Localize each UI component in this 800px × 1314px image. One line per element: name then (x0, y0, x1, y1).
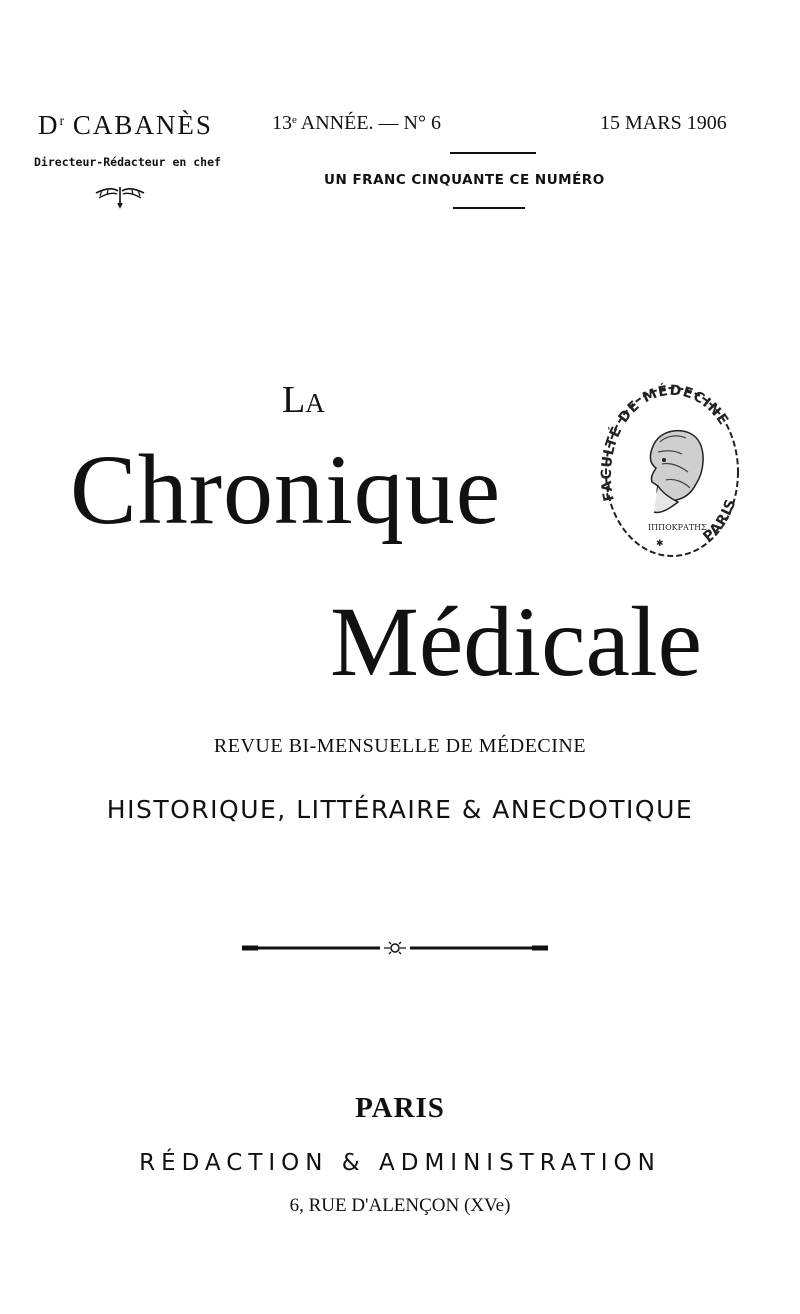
issue-year: 13 (272, 112, 292, 134)
svg-text:PARIS (700, 496, 739, 545)
svg-text:✱: ✱ (656, 539, 664, 549)
editor-title: Directeur-Rédacteur en chef (34, 155, 221, 169)
hippocrates-portrait-icon (650, 431, 703, 513)
editor-prefix: D (38, 110, 60, 140)
title-article (282, 378, 325, 422)
issue-rest: ANNÉE. — N° 6 (300, 112, 442, 134)
issue-number (272, 112, 441, 135)
stamp-text-bottom: PARIS (700, 496, 740, 546)
fleuron-ornament-icon (92, 183, 148, 209)
stamp-portrait-caption: ΙΠΠΟΚΡΑΤΗΣ (648, 523, 707, 532)
ornamental-rule-icon (240, 938, 550, 958)
title-line-2: Médicale (330, 586, 703, 697)
imprint-city: PARIS (355, 1092, 445, 1124)
library-stamp-seal (596, 380, 746, 560)
title-la-rest: A (305, 388, 325, 418)
stamp-text-top: FACULTÉ DE MÉDECINE (598, 382, 732, 503)
imprint-address: 6, RUE D'ALENÇON (XVe) (289, 1195, 511, 1216)
editor-name (38, 110, 213, 141)
title-la-cap: L (282, 379, 306, 421)
imprint-office: RÉDACTION & ADMINISTRATION (139, 1150, 661, 1176)
editor-prefix-sup: r (59, 114, 65, 129)
header-rule-bottom (453, 207, 525, 209)
issue-year-sup: e (292, 114, 297, 126)
issue-price: UN FRANC CINQUANTE CE NUMÉRO (324, 172, 605, 188)
issue-date: 15 MARS 1906 (600, 112, 727, 134)
subtitle-line-1: REVUE BI-MENSUELLE DE MÉDECINE (213, 735, 587, 757)
header-rule-top (450, 152, 536, 154)
title-line-1: Chronique (70, 434, 502, 545)
subtitle-line-2: HISTORIQUE, LITTÉRAIRE & ANECDOTIQUE (106, 795, 694, 824)
editor-surname: CABANÈS (72, 110, 213, 140)
